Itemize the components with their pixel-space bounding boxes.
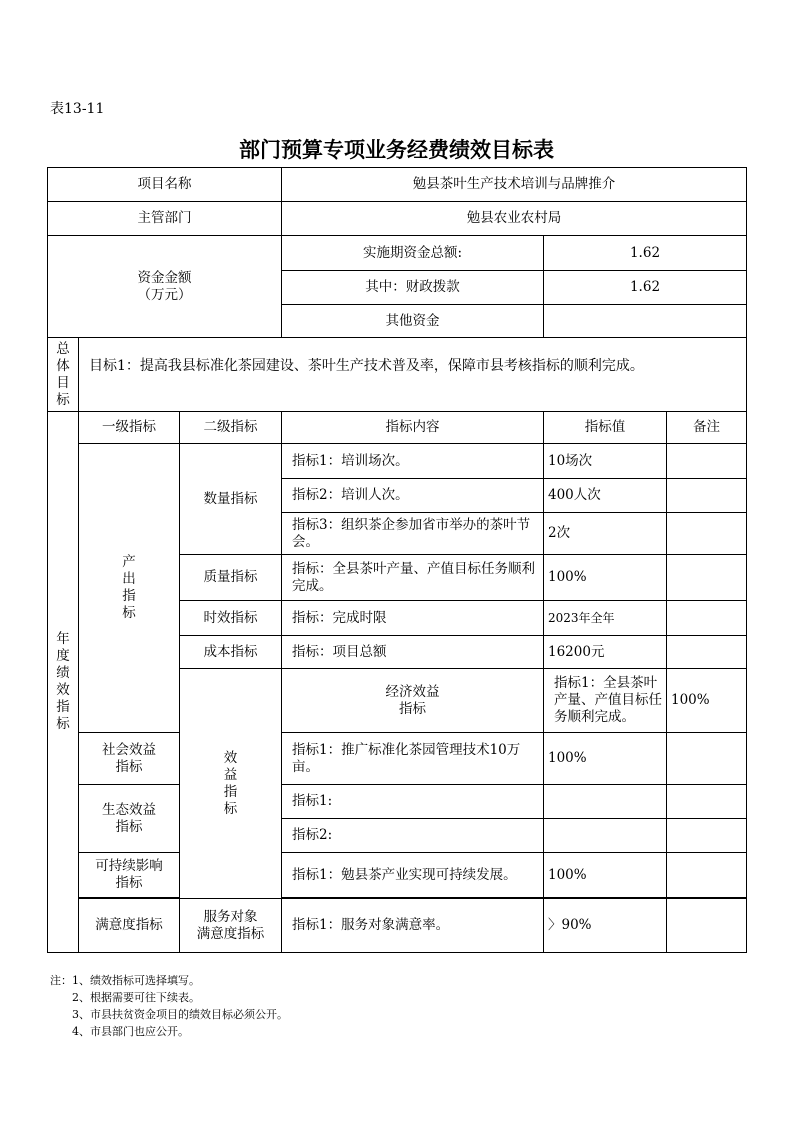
note-cell <box>667 785 747 819</box>
output-indicators-label <box>79 444 180 733</box>
satisfaction-sub-label-line: 满意度指标 <box>196 925 265 942</box>
note-cell <box>667 555 747 601</box>
department-row <box>48 202 747 236</box>
quantity-content: 指标3：组织茶企参加省市举办的茶叶节会。 <box>282 513 544 555</box>
sustainability-label-line: 指标 <box>115 875 143 891</box>
ecological-content: 指标1: <box>282 785 544 819</box>
note-cell <box>667 479 747 513</box>
side-label-char: 效 <box>56 682 70 698</box>
sustainability-label-line: 可持续影响 <box>95 858 163 874</box>
sustainability-value: 100% <box>544 853 667 898</box>
ecological-indicator-label <box>79 785 180 853</box>
quality-value: 100% <box>544 555 667 601</box>
sustainability-content: 指标1：勉县茶产业实现可持续发展。 <box>282 853 544 898</box>
note-cell <box>667 636 747 669</box>
ecological-value <box>544 819 667 853</box>
note-cell <box>667 733 747 785</box>
quantity-indicator-label: 数量指标 <box>180 444 282 555</box>
indicator-header-row <box>48 412 747 444</box>
funds-other-label: 其他资金 <box>282 305 544 338</box>
note-cell <box>667 513 747 555</box>
quantity-value: 2次 <box>544 513 667 555</box>
table-row <box>48 785 747 819</box>
side-label-char: 度 <box>56 648 70 664</box>
funds-total-label: 实施期资金总额: <box>282 236 544 271</box>
output-label-char: 指 <box>122 588 136 604</box>
satisfaction-indicator-label: 满意度指标 <box>79 899 180 953</box>
satisfaction-content: 指标1：服务对象满意率。 <box>282 899 544 953</box>
funds-label-line1: 资金金额 <box>137 269 192 286</box>
benefit-label-char: 指 <box>223 783 238 800</box>
goal-label-char: 目 <box>56 374 70 391</box>
header-content: 指标内容 <box>282 412 544 444</box>
footnote: 4、市县部门也应公开。 <box>50 1025 189 1038</box>
benefit-label-char: 标 <box>223 800 238 817</box>
project-name-label: 项目名称 <box>48 168 282 202</box>
table-row <box>48 853 747 898</box>
header-value: 指标值 <box>544 412 667 444</box>
cost-value: 16200元 <box>544 636 667 669</box>
satisfaction-value: 〉90% <box>544 899 667 953</box>
social-value: 100% <box>544 733 667 785</box>
note-cell <box>667 444 747 479</box>
side-label-char: 绩 <box>56 665 70 681</box>
cost-content: 指标：项目总额 <box>282 636 544 669</box>
economic-label-line: 经济效益 <box>385 683 440 700</box>
funds-other-value <box>544 305 747 338</box>
side-label-char: 标 <box>56 716 70 732</box>
social-indicator-label <box>79 733 180 785</box>
benefit-label-char: 益 <box>223 766 238 783</box>
footnote: 2、根据需要可往下续表。 <box>50 991 200 1004</box>
overall-goal-row <box>48 338 747 412</box>
benefit-label-char: 效 <box>223 749 238 766</box>
cost-indicator-label: 成本指标 <box>180 636 282 669</box>
social-content: 指标1：推广标准化茶园管理技术10万亩。 <box>282 733 544 785</box>
quantity-value: 10场次 <box>544 444 667 479</box>
header-level2: 二级指标 <box>180 412 282 444</box>
quantity-value: 400人次 <box>544 479 667 513</box>
economic-value: 100% <box>667 669 747 733</box>
ecological-value <box>544 785 667 819</box>
time-content: 指标：完成时限 <box>282 601 544 636</box>
goal-label-char: 标 <box>56 391 70 408</box>
note-cell <box>667 853 747 898</box>
annual-indicators-label <box>48 412 79 953</box>
project-name-value: 勉县茶叶生产技术培训与品牌推介 <box>282 168 747 202</box>
funds-fiscal-label: 其中：财政拨款 <box>282 271 544 305</box>
time-indicator-label: 时效指标 <box>180 601 282 636</box>
funds-total-value: 1.62 <box>544 236 747 271</box>
side-label-char: 年 <box>56 631 70 647</box>
footnotes <box>50 972 288 1040</box>
economic-indicator-label <box>282 669 544 733</box>
table-row <box>48 444 747 479</box>
economic-content: 指标1：全县茶叶产量、产值目标任务顺利完成。 <box>544 669 667 733</box>
sustainability-indicator-label <box>79 853 180 898</box>
department-value: 勉县农业农村局 <box>282 202 747 236</box>
funds-label <box>48 236 282 338</box>
funds-label-line2: （万元） <box>137 286 192 303</box>
overall-goal-label <box>48 338 79 412</box>
quantity-content: 指标1：培训场次。 <box>282 444 544 479</box>
ecological-label-line: 生态效益 <box>102 801 156 818</box>
output-label-char: 产 <box>122 554 136 570</box>
output-label-char: 出 <box>122 571 136 587</box>
header-note: 备注 <box>667 412 747 444</box>
header-level1: 一级指标 <box>79 412 180 444</box>
note-cell <box>667 899 747 953</box>
social-label-line: 社会效益 <box>102 741 156 758</box>
department-label: 主管部门 <box>48 202 282 236</box>
time-value: 2023年全年 <box>544 601 667 636</box>
funds-total-row <box>48 236 747 271</box>
satisfaction-sub-label <box>180 899 282 953</box>
funds-fiscal-value: 1.62 <box>544 271 747 305</box>
economic-label-line: 指标 <box>399 700 426 717</box>
goal-label-char: 总 <box>56 340 70 357</box>
document-title: 部门预算专项业务经费绩效目标表 <box>239 138 554 162</box>
footnote: 3、市县扶贫资金项目的绩效目标必须公开。 <box>50 1008 288 1021</box>
table-row <box>48 899 747 953</box>
benefit-indicators-label <box>180 669 282 899</box>
quantity-content: 指标2：培训人次。 <box>282 479 544 513</box>
quality-content: 指标：全县茶叶产量、产值目标任务顺利完成。 <box>282 555 544 601</box>
output-label-char: 标 <box>122 605 136 621</box>
goal-label-char: 体 <box>56 357 70 374</box>
ecological-label-line: 指标 <box>115 818 143 835</box>
note-cell <box>667 601 747 636</box>
side-label-char: 指 <box>56 699 70 715</box>
note-cell <box>667 819 747 853</box>
project-name-row <box>48 168 747 202</box>
quality-indicator-label: 质量指标 <box>180 555 282 601</box>
table-number: 表13-11 <box>50 101 105 117</box>
footnote: 注：1、绩效指标可选择填写。 <box>50 974 200 987</box>
table-row <box>48 733 747 785</box>
satisfaction-sub-label-line: 服务对象 <box>203 908 258 925</box>
ecological-content: 指标2: <box>282 819 544 853</box>
performance-target-table <box>47 167 747 953</box>
social-label-line: 指标 <box>115 758 143 775</box>
overall-goal-text: 目标1：提高我县标准化茶园建设、茶叶生产技术普及率，保障市县考核指标的顺利完成。 <box>79 338 747 412</box>
